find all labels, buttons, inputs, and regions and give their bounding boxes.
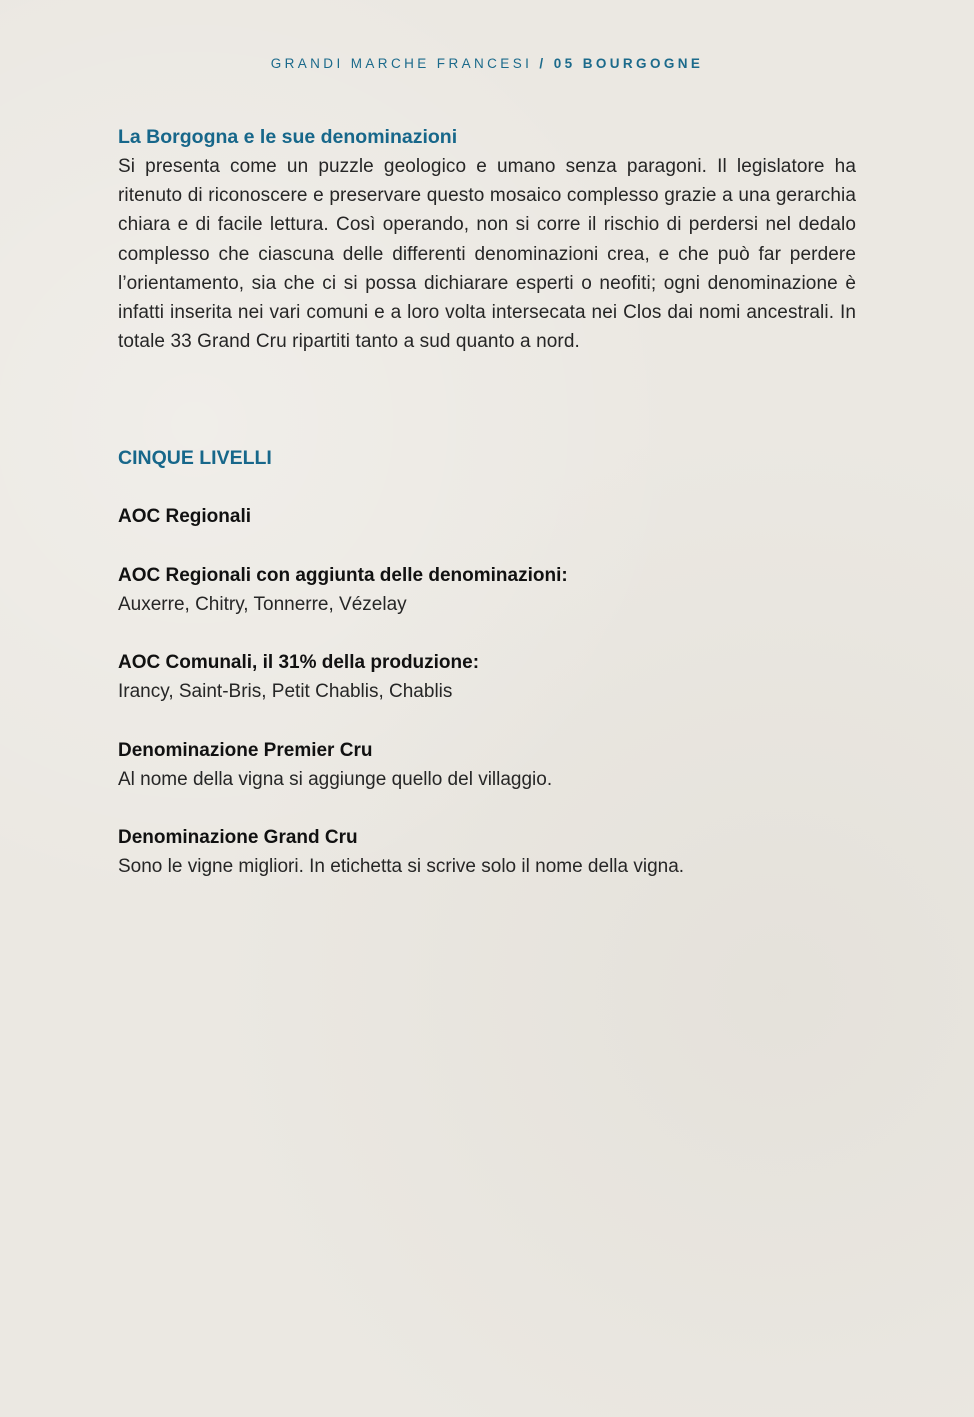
intro-body: Si presenta come un puzzle geologico e umano senza paragoni. Il legislatore ha ritenuto di riconoscere e preservare questo mosaico complesso grazie a una gerarchia chiara e di facile lettura. Così operando, non si corre il rischio di perdersi nel dedalo complesso che ciascuna delle differenti denominazioni crea, e che può far perdere l’orientamento, sia che ci si possa dichiarare esperti o neofiti; ogni denominazione è infatti inserita nei vari comuni e a loro volta intersecata nei Clos dai nomi ancestrali. In totale 33 Grand Cru ripartiti tanto a sud quanto a nord. — [118, 156, 856, 353]
level-text: Auxerre, Chitry, Tonnerre, Vézelay — [118, 594, 407, 615]
level-title: Denominazione Grand Cru — [118, 827, 358, 848]
intro-title: La Borgogna e le sue denominazioni — [118, 126, 458, 148]
levels-title: CINQUE LIVELLI — [118, 447, 272, 469]
level-title: AOC Regionali con aggiunta delle denominazioni: — [118, 565, 568, 586]
level-item — [118, 736, 856, 794]
level-title: AOC Comunali, il 31% della produzione: — [118, 652, 480, 673]
level-text: Irancy, Saint-Bris, Petit Chablis, Chablis — [118, 681, 453, 702]
intro-section — [118, 123, 856, 356]
level-item — [118, 561, 856, 619]
level-text: Al nome della vigna si aggiunge quello del villaggio. — [118, 769, 553, 790]
level-title: Denominazione Premier Cru — [118, 740, 373, 761]
level-item — [118, 502, 856, 531]
header-chapter: 05 BOURGOGNE — [553, 56, 704, 71]
level-text: Sono le vigne migliori. In etichetta si scrive solo il nome della vigna. — [118, 856, 685, 877]
running-header — [0, 56, 974, 71]
level-item — [118, 823, 856, 881]
header-separator: / — [539, 56, 547, 71]
header-section: GRANDI MARCHE FRANCESI — [270, 56, 533, 71]
level-item — [118, 648, 856, 706]
level-title: AOC Regionali — [118, 506, 252, 527]
